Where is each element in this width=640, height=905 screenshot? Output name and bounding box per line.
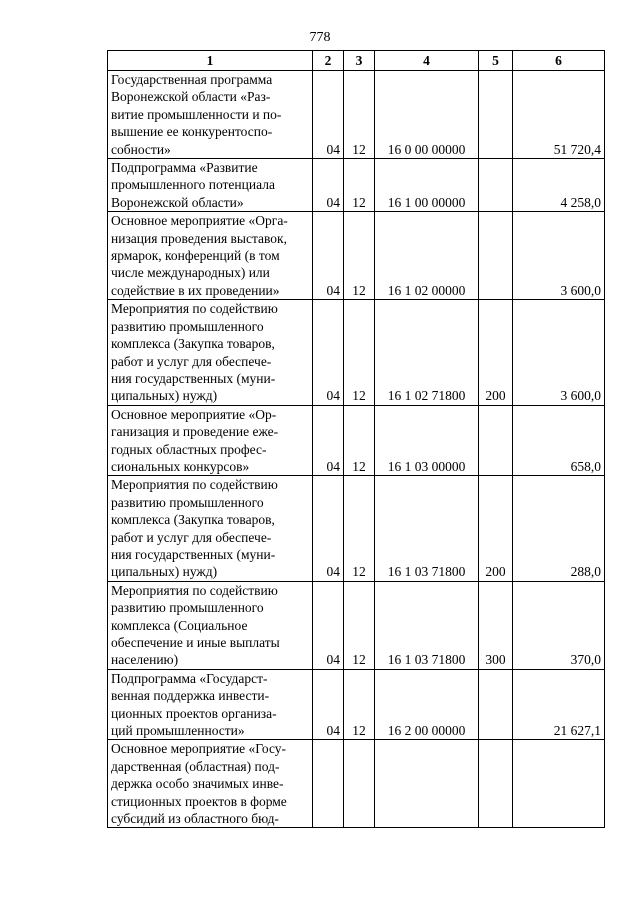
row-expense-type bbox=[479, 740, 513, 828]
row-expense-type: 200 bbox=[479, 476, 513, 581]
table-row bbox=[108, 669, 605, 740]
row-expense-type bbox=[479, 212, 513, 300]
header-cell: 1 bbox=[108, 51, 313, 71]
row-target-code: 16 1 02 00000 bbox=[375, 212, 479, 300]
row-sum: 370,0 bbox=[513, 581, 605, 669]
row-target-code: 16 1 00 00000 bbox=[375, 159, 479, 212]
row-section: 04 bbox=[313, 581, 344, 669]
row-expense-type: 300 bbox=[479, 581, 513, 669]
row-name: Мероприятия по содействию развитию промышленного комплекса (Закупка товаров, работ и услуг для обеспече- ния государственных (муни- ципальных) нужд) bbox=[108, 476, 313, 581]
row-subsection: 12 bbox=[344, 669, 375, 740]
table-row bbox=[108, 71, 605, 159]
table-row bbox=[108, 581, 605, 669]
row-sum: 3 600,0 bbox=[513, 212, 605, 300]
row-name: Основное мероприятие «Ор- ганизация и проведение еже- годных областных профес- сиональных конкурсов» bbox=[108, 405, 313, 476]
row-name: Подпрограмма «Развитие промышленного потенциала Воронежской области» bbox=[108, 159, 313, 212]
row-target-code: 16 1 02 71800 bbox=[375, 300, 479, 405]
row-name: Подпрограмма «Государст- венная поддержка инвести- ционных проектов организа- ций промышленности» bbox=[108, 669, 313, 740]
row-name: Мероприятия по содействию развитию промышленного комплекса (Закупка товаров, работ и услуг для обеспече- ния государственных (муни- ципальных) нужд) bbox=[108, 300, 313, 405]
row-sum: 51 720,4 bbox=[513, 71, 605, 159]
row-section: 04 bbox=[313, 71, 344, 159]
row-sum: 658,0 bbox=[513, 405, 605, 476]
row-expense-type: 200 bbox=[479, 300, 513, 405]
budget-table bbox=[107, 50, 605, 828]
header-cell: 2 bbox=[313, 51, 344, 71]
table-row bbox=[108, 476, 605, 581]
row-sum: 21 627,1 bbox=[513, 669, 605, 740]
row-target-code: 16 1 03 71800 bbox=[375, 476, 479, 581]
row-name: Основное мероприятие «Орга- низация проведения выставок, ярмарок, конференций (в том числе международных) или содействие в их проведении» bbox=[108, 212, 313, 300]
row-sum: 4 258,0 bbox=[513, 159, 605, 212]
row-target-code: 16 0 00 00000 bbox=[375, 71, 479, 159]
row-expense-type bbox=[479, 71, 513, 159]
row-subsection: 12 bbox=[344, 212, 375, 300]
row-expense-type bbox=[479, 405, 513, 476]
row-subsection bbox=[344, 740, 375, 828]
header-cell: 4 bbox=[375, 51, 479, 71]
row-sum: 288,0 bbox=[513, 476, 605, 581]
table-row bbox=[108, 159, 605, 212]
row-subsection: 12 bbox=[344, 300, 375, 405]
page-number: 778 bbox=[309, 30, 331, 45]
row-target-code: 16 2 00 00000 bbox=[375, 669, 479, 740]
row-target-code bbox=[375, 740, 479, 828]
row-name: Основное мероприятие «Госу- дарственная (областная) под- держка особо значимых инве- стиционных проектов в форме субсидий из областного бюд- bbox=[108, 740, 313, 828]
row-section: 04 bbox=[313, 476, 344, 581]
row-subsection: 12 bbox=[344, 581, 375, 669]
row-section: 04 bbox=[313, 300, 344, 405]
header-row bbox=[108, 51, 605, 71]
row-name: Мероприятия по содействию развитию промышленного комплекса (Социальное обеспечение и иные выплаты населению) bbox=[108, 581, 313, 669]
row-target-code: 16 1 03 00000 bbox=[375, 405, 479, 476]
row-section: 04 bbox=[313, 405, 344, 476]
row-target-code: 16 1 03 71800 bbox=[375, 581, 479, 669]
row-subsection: 12 bbox=[344, 476, 375, 581]
table-row bbox=[108, 740, 605, 828]
row-subsection: 12 bbox=[344, 71, 375, 159]
header-cell: 5 bbox=[479, 51, 513, 71]
table-row bbox=[108, 300, 605, 405]
row-section: 04 bbox=[313, 212, 344, 300]
header-cell: 6 bbox=[513, 51, 605, 71]
row-sum bbox=[513, 740, 605, 828]
header-cell: 3 bbox=[344, 51, 375, 71]
row-section bbox=[313, 740, 344, 828]
row-subsection: 12 bbox=[344, 159, 375, 212]
row-expense-type bbox=[479, 669, 513, 740]
row-section: 04 bbox=[313, 159, 344, 212]
table-row bbox=[108, 212, 605, 300]
row-sum: 3 600,0 bbox=[513, 300, 605, 405]
table-row bbox=[108, 405, 605, 476]
row-expense-type bbox=[479, 159, 513, 212]
row-name: Государственная программа Воронежской области «Раз- витие промышленности и по- вышение ее конкурентоспо- собности» bbox=[108, 71, 313, 159]
row-section: 04 bbox=[313, 669, 344, 740]
row-subsection: 12 bbox=[344, 405, 375, 476]
